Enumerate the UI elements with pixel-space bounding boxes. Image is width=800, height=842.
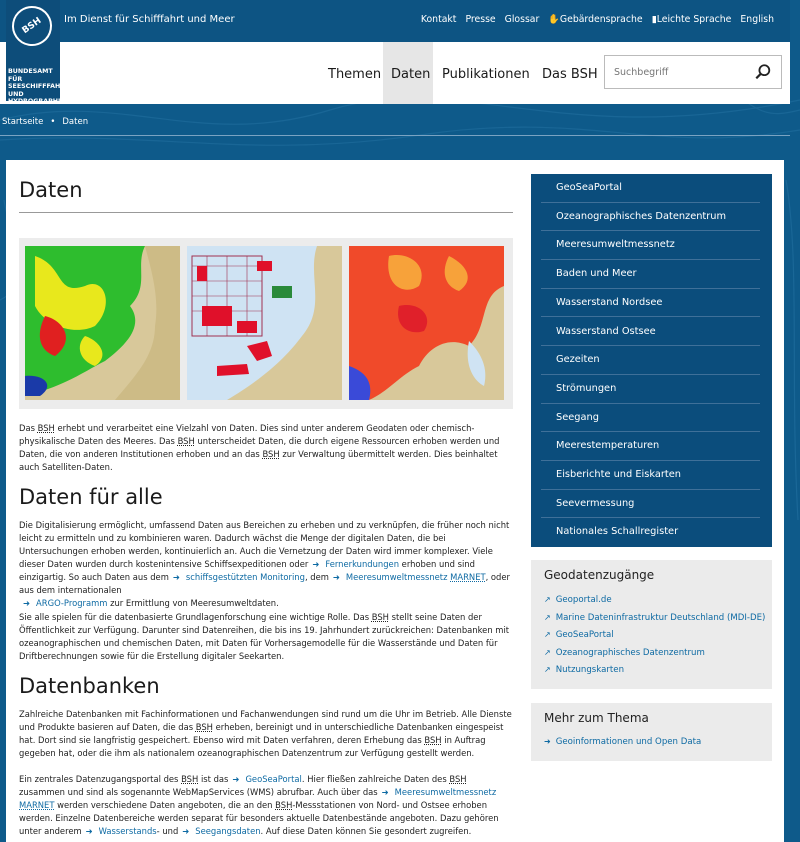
logo-line: UND <box>8 90 24 98</box>
external-link-icon: ↗ <box>544 630 551 639</box>
intro-paragraph <box>19 422 513 474</box>
link-label: Geoportal.de <box>555 595 612 605</box>
abbr-bsh: BSH <box>371 612 389 622</box>
site-tagline: Im Dienst für Schifffahrt und Meer <box>64 14 235 25</box>
link-text: Meeresumweltmessnetz <box>345 572 451 582</box>
bsh-logo[interactable] <box>6 0 70 105</box>
text: . Hier fließen zahlreiche Daten des <box>301 774 450 784</box>
text: erhebt und verarbeitet eine Vielzahl von Daten. Dies sind unter anderem Geodaten oder chemisch-physikalische Daten des Meeres. Das <box>19 423 475 446</box>
arrow-right-icon: ➜ <box>544 737 551 746</box>
nav-item-das-bsh[interactable]: Das BSH <box>542 67 598 82</box>
service-link-sign-language[interactable] <box>548 14 642 25</box>
search-icon[interactable] <box>754 63 772 81</box>
abbr-bsh: BSH <box>177 436 195 446</box>
abbr-bsh: BSH <box>275 800 293 810</box>
link-meeresumweltmessnetz[interactable] <box>346 572 486 582</box>
link-geoseaportal[interactable]: GeoSeaPortal <box>245 774 302 784</box>
map-temperature-image <box>349 246 504 400</box>
text: Die Digitalisierung ermöglicht, umfassend Daten aus Bereichen zu erheben und zu verknüpfen, die früher noch nicht leicht zu ermitteln und zu kombinieren waren. Dadurch wächst die Menge der digitalen Daten, die bei Untersuchungen erhoben werden, kontinuierlich an. Auch die Vernetzung der Daten wird immer komplexer. Viele dieser Daten wurden durch kostenintensive Schiffsexpeditionen oder <box>19 520 510 569</box>
breadcrumb-item-home[interactable]: Startseite <box>2 117 44 127</box>
external-link-icon: ↗ <box>544 647 551 657</box>
hero-image <box>19 238 513 409</box>
external-link-icon: ↗ <box>544 612 551 622</box>
text: - und <box>156 826 179 836</box>
breadcrumb <box>2 117 88 127</box>
nav-item-daten[interactable]: Daten <box>383 42 433 104</box>
abbr-bsh: BSH <box>37 423 55 433</box>
link-mdi-de[interactable] <box>544 613 765 623</box>
logo-line: BUNDESAMT FÜR <box>8 68 53 83</box>
book-icon: ▮ <box>651 14 657 25</box>
breadcrumb-separator: • <box>50 117 56 127</box>
link-nutzungskarten[interactable] <box>544 665 624 675</box>
text: -Messstationen von Nord- und Ostsee erhoben werden. Einzelne Datenbereiche werden separat für besonders aktuelle Datenbestände angeboten. Dazu gehören unter anderem <box>19 800 499 836</box>
sign-language-icon: ✋ <box>548 14 560 25</box>
abbr-bsh: BSH <box>449 774 467 784</box>
abbr-marnet: MARNET <box>450 572 486 582</box>
link-wasserstands[interactable]: Wasserstands <box>98 826 157 836</box>
top-service-bar <box>0 0 790 42</box>
text: zur Ermittlung von Meeresumweltdaten. <box>107 598 279 608</box>
arrow-right-icon: ➜ <box>172 572 180 582</box>
arrow-right-icon: ➜ <box>332 572 340 582</box>
section-title-datenbanken: Datenbanken <box>19 674 160 698</box>
text: , oder aus dem internationalen <box>19 572 510 595</box>
service-link-easy-language[interactable] <box>652 14 732 25</box>
arrow-right-icon: ➜ <box>232 774 240 784</box>
arrow-right-icon: ➜ <box>312 559 320 569</box>
link-label: GeoSeaPortal <box>555 630 614 640</box>
text: ist das <box>198 774 229 784</box>
text: Sie alle spielen für die datenbasierte Grundlagenforschung eine wichtige Rolle. Das <box>19 612 372 622</box>
abbr-marnet: MARNET <box>19 800 55 810</box>
more-box-title: Mehr zum Thema <box>544 711 649 725</box>
geodata-access-box <box>531 560 772 689</box>
arrow-right-icon: ➜ <box>23 598 31 608</box>
link-ozeanographisches-datenzentrum[interactable] <box>544 648 705 658</box>
sidebar-item-seevermessung[interactable]: Seevermessung <box>541 490 760 519</box>
text: Ein zentrales Datenzugangsportal des <box>19 774 182 784</box>
link-geoportal[interactable] <box>544 595 612 605</box>
logo-line: SEESCHIFFFAHRT <box>8 83 70 90</box>
link-seegangsdaten[interactable]: Seegangsdaten <box>195 826 261 836</box>
map-seabed-image <box>25 246 180 400</box>
arrow-right-icon: ➜ <box>85 826 93 836</box>
link-text: Meeresumweltmessnetz <box>394 787 497 797</box>
map-usage-image <box>187 246 342 400</box>
section-title-daten-fuer-alle: Daten für alle <box>19 485 163 509</box>
link-label: Nutzungskarten <box>555 665 625 675</box>
text: Das <box>19 423 38 433</box>
text: stellt seine Daten der Öffentlichkeit zur Verfügung. Darunter sind Datenreihen, die bis ins 19. Jahrhundert zurückreichen: Datenbanken mit ozeanographischen und chemischen Daten, mit Daten für Vorhersagemodelle für die Wasserstände und Daten für Driftberechnungen sowie für die Erstellung digitaler Seekarten. <box>19 612 510 661</box>
text: werden verschiedene Daten angeboten, die an den <box>54 800 276 810</box>
logo-text <box>8 68 68 106</box>
nav-item-themen[interactable]: Themen <box>328 67 382 82</box>
text: in Auftrag gegeben hat, oder die ihm als nationalem ozeanographischen Datenzentrum zur Verfügung gestellt werden. <box>19 735 486 758</box>
section2-paragraph-2 <box>19 773 513 838</box>
sidebar-item-gezeiten[interactable]: Gezeiten <box>541 346 760 375</box>
service-link-glossar[interactable]: Glossar <box>504 14 540 25</box>
text: zusammen und sind als sogenannte WebMapServices (WMS) abrufbar. Auch über das <box>19 787 378 797</box>
sidebar-item-stroemungen[interactable]: Strömungen <box>541 375 760 404</box>
sidebar-item-wasserstand-nordsee[interactable]: Wasserstand Nordsee <box>541 289 760 318</box>
abbr-bsh: BSH <box>262 449 280 459</box>
search-input[interactable] <box>612 56 746 88</box>
abbr-bsh: BSH <box>424 735 442 745</box>
easy-language-label: Leichte Sprache <box>656 14 732 25</box>
sidebar-item-seegang[interactable]: Seegang <box>541 404 760 433</box>
sidebar-item-schallregister[interactable]: Nationales Schallregister <box>556 526 679 538</box>
title-divider <box>19 212 513 213</box>
search-box <box>604 55 782 89</box>
service-link-presse[interactable]: Presse <box>465 14 496 25</box>
page-title: Daten <box>19 178 83 202</box>
breadcrumb-item-current: Daten <box>62 117 89 127</box>
sidebar-item-eisberichte[interactable]: Eisberichte und Eiskarten <box>541 461 760 490</box>
text: , dem <box>304 572 329 582</box>
link-geoseaportal-box[interactable] <box>544 630 614 640</box>
logo-line: HYDROGRAPHIE <box>8 98 65 105</box>
more-topic-box <box>531 703 772 761</box>
section2-paragraph-1 <box>19 708 513 760</box>
text: erheben, bereinigt und in unterschiedliche Datenbanken eingespeist hat. Dort sind sie langfristig gespeichert. Ebenso wird mit Daten verfahren, deren Erhebung das <box>19 722 504 745</box>
link-fernerkundungen[interactable]: Fernerkundungen <box>325 559 400 569</box>
text: . Auf diese Daten können Sie gesondert zugreifen. <box>260 826 472 836</box>
external-link-icon: ↗ <box>544 665 551 674</box>
link-schiffsgestuetztes-monitoring[interactable]: schiffsgestützten Monitoring <box>185 572 305 582</box>
sidebar-item-geoseaportal[interactable]: GeoSeaPortal <box>541 174 760 203</box>
text: erhoben und sind einzigartig. So auch Daten aus dem <box>19 559 475 582</box>
sidebar-item-wasserstand-ostsee[interactable]: Wasserstand Ostsee <box>541 318 760 347</box>
arrow-right-icon: ➜ <box>381 787 389 797</box>
link-label: Marine Dateninfrastruktur Deutschland (MDI-DE) <box>555 612 766 623</box>
link-label: Ozeanographisches Datenzentrum <box>555 647 705 658</box>
section1-paragraph-1 <box>19 519 513 610</box>
sign-language-label: Gebärdensprache <box>559 14 643 25</box>
nav-item-publikationen[interactable]: Publikationen <box>442 67 530 82</box>
breadcrumb-divider <box>0 135 790 136</box>
link-argo-programm[interactable]: ARGO-Programm <box>36 598 108 608</box>
service-links <box>421 14 774 25</box>
sidebar-item-meeresumweltmessnetz[interactable]: Meeresumweltmessnetz <box>541 231 760 260</box>
sidebar-navigation <box>531 174 772 547</box>
logo-mark: BSH <box>4 0 60 54</box>
geodata-box-title: Geodatenzugänge <box>544 568 655 582</box>
service-link-kontakt[interactable]: Kontakt <box>420 14 457 25</box>
sidebar-item-ozeanographisches-datenzentrum[interactable]: Ozeanographisches Datenzentrum <box>541 203 760 232</box>
section1-paragraph-2 <box>19 611 513 663</box>
text: zur Verwaltung übermittelt werden. Dies beinhaltet auch Satelliten-Daten. <box>19 449 498 472</box>
link-geoinformationen-open-data[interactable] <box>544 737 701 747</box>
text: Zahlreiche Datenbanken mit Fachinformationen und Fachanwendungen sind rund um die Uhr im Betrieb. Alle Dienste und Produkte basieren auf Daten, die das <box>19 709 512 732</box>
sidebar-item-meerestemperaturen[interactable]: Meerestemperaturen <box>541 432 760 461</box>
abbr-bsh: BSH <box>195 722 213 732</box>
external-link-icon: ↗ <box>544 595 551 604</box>
sidebar-item-baden-und-meer[interactable]: Baden und Meer <box>541 260 760 289</box>
arrow-right-icon: ➜ <box>182 826 190 836</box>
abbr-bsh: BSH <box>181 774 199 784</box>
text: unterscheidet Daten, die durch eigene Ressourcen erhoben werden und Daten, die von anderen Institutionen erhoben und an das <box>19 436 500 459</box>
service-link-english[interactable]: English <box>740 14 774 25</box>
link-label: Geoinformationen und Open Data <box>555 737 702 747</box>
